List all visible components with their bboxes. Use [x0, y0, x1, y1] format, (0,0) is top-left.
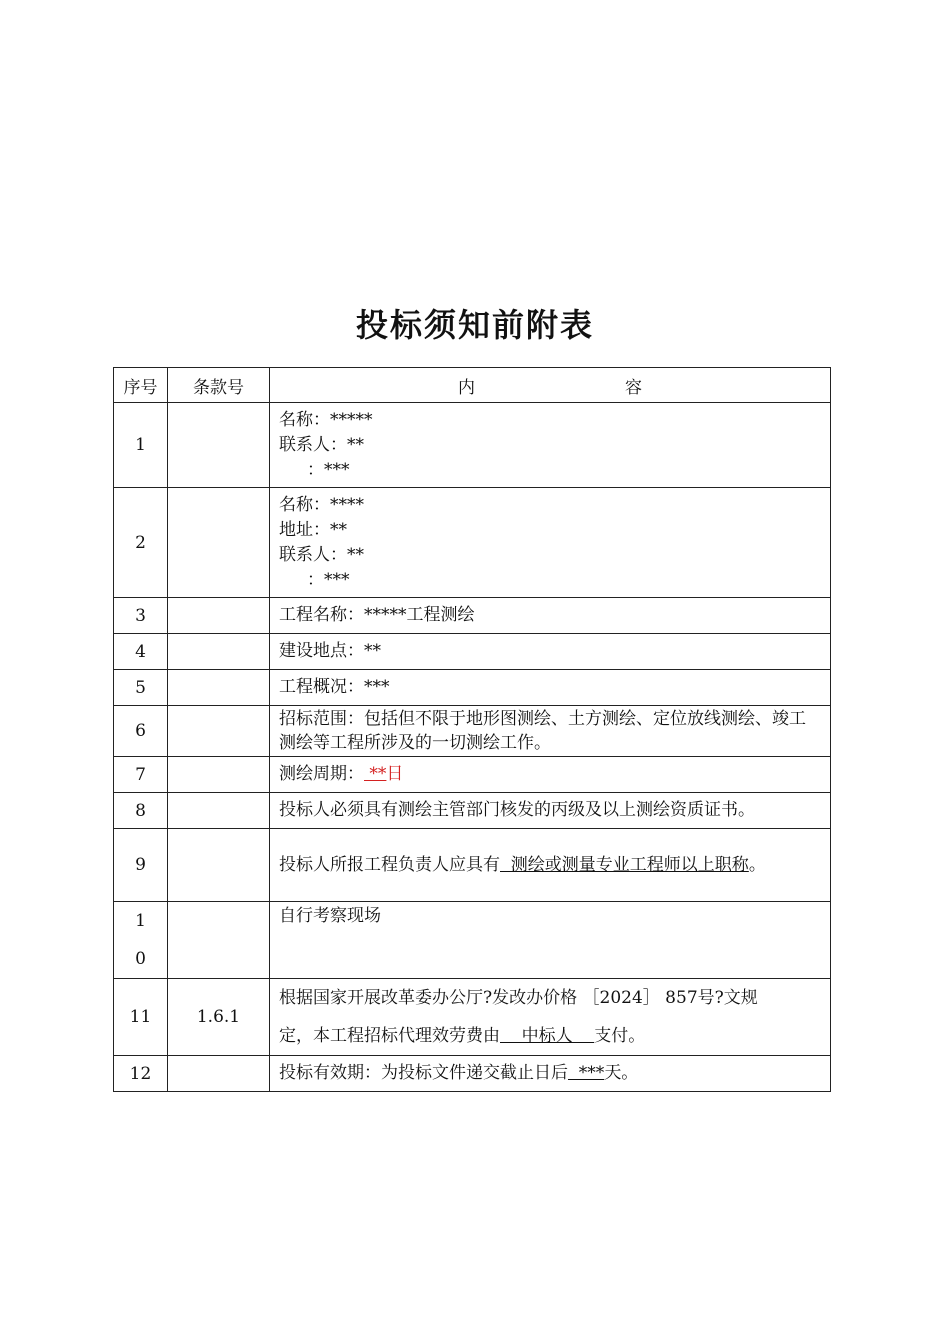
- row-seq: 4: [114, 634, 168, 670]
- header-clause: 条款号: [168, 368, 270, 403]
- header-content: [270, 368, 831, 403]
- row-seq: [114, 902, 168, 979]
- table-row: [114, 403, 831, 488]
- row-clause: [168, 488, 270, 598]
- payer-value: 中标人: [500, 1026, 595, 1046]
- content-suffix: 支付。: [594, 1026, 646, 1046]
- table-header-row: [114, 368, 831, 403]
- table-row: [114, 979, 831, 1056]
- row-content: 自行考察现场: [270, 902, 831, 979]
- period-value: **: [364, 764, 387, 784]
- row-clause: [168, 634, 270, 670]
- content-line: ：***: [307, 569, 350, 590]
- content-suffix: 日: [386, 764, 404, 784]
- table-row: [114, 598, 831, 634]
- table-row: [114, 488, 831, 598]
- row-content: 招标范围：包括但不限于地形图测绘、土方测绘、定位放线测绘、竣工测绘等工程所涉及的一切测绘工作。: [270, 706, 831, 757]
- row-clause: [168, 829, 270, 902]
- row-clause: [168, 706, 270, 757]
- row-clause: [168, 670, 270, 706]
- content-line: 地址：**: [279, 519, 347, 540]
- row-seq: 7: [114, 757, 168, 793]
- row-content: [270, 829, 831, 902]
- table-row: [114, 902, 831, 979]
- content-line: 名称：*****: [279, 409, 373, 430]
- row-seq: 11: [114, 979, 168, 1056]
- content-line: 名称：****: [279, 494, 364, 515]
- row-content: [270, 979, 831, 1056]
- row-content: [270, 403, 831, 488]
- table-row: [114, 634, 831, 670]
- row-clause: [168, 757, 270, 793]
- row-content: [270, 1056, 831, 1092]
- row-content: [270, 488, 831, 598]
- header-content-left: 内: [458, 377, 475, 398]
- content-prefix: 投标有效期：为投标文件递交截止日后: [279, 1063, 568, 1083]
- row-seq-part: 1: [135, 911, 146, 931]
- content-suffix: 天。: [604, 1063, 639, 1083]
- row-clause: [168, 403, 270, 488]
- content-prefix: 投标人所报工程负责人应具有: [279, 855, 500, 875]
- content-line: 根据国家开展改革委办公厅?发改办价格 ［2024］ 857号?文规: [279, 988, 758, 1008]
- content-prefix: 定，本工程招标代理效劳费由: [279, 1026, 500, 1046]
- document-title: 投标须知前附表: [355, 306, 594, 344]
- content-prefix: 测绘周期：: [279, 764, 364, 784]
- content-line: 联系人：**: [279, 544, 364, 565]
- table-row: [114, 706, 831, 757]
- row-seq: 5: [114, 670, 168, 706]
- row-content: 工程名称：*****工程测绘: [270, 598, 831, 634]
- row-content: [270, 757, 831, 793]
- row-content: 投标人必须具有测绘主管部门核发的丙级及以上测绘资质证书。: [270, 793, 831, 829]
- row-content: 建设地点：**: [270, 634, 831, 670]
- content-line: ：***: [307, 459, 350, 480]
- row-seq: 8: [114, 793, 168, 829]
- row-seq: 1: [114, 403, 168, 488]
- content-line: 联系人：**: [279, 434, 364, 455]
- table-row: [114, 670, 831, 706]
- bid-notice-table: [113, 367, 831, 1092]
- row-clause: [168, 1056, 270, 1092]
- table-row: [114, 1056, 831, 1092]
- table-row: [114, 793, 831, 829]
- content-line: [279, 1017, 822, 1055]
- row-clause: [168, 793, 270, 829]
- table-row: [114, 757, 831, 793]
- row-seq-part: 0: [135, 949, 146, 969]
- row-clause: [168, 598, 270, 634]
- header-seq: 序号: [114, 368, 168, 403]
- row-seq: 2: [114, 488, 168, 598]
- row-seq: 6: [114, 706, 168, 757]
- row-seq: 3: [114, 598, 168, 634]
- row-clause: 1.6.1: [168, 979, 270, 1056]
- row-seq: 12: [114, 1056, 168, 1092]
- row-seq: 9: [114, 829, 168, 902]
- qualification-value: 测绘或测量专业工程师以上职称: [500, 855, 749, 875]
- header-content-right: 容: [625, 377, 642, 398]
- table-row: [114, 829, 831, 902]
- row-clause: [168, 902, 270, 979]
- row-content: 工程概况：***: [270, 670, 831, 706]
- validity-value: ***: [568, 1063, 605, 1083]
- content-suffix: 。: [748, 855, 766, 875]
